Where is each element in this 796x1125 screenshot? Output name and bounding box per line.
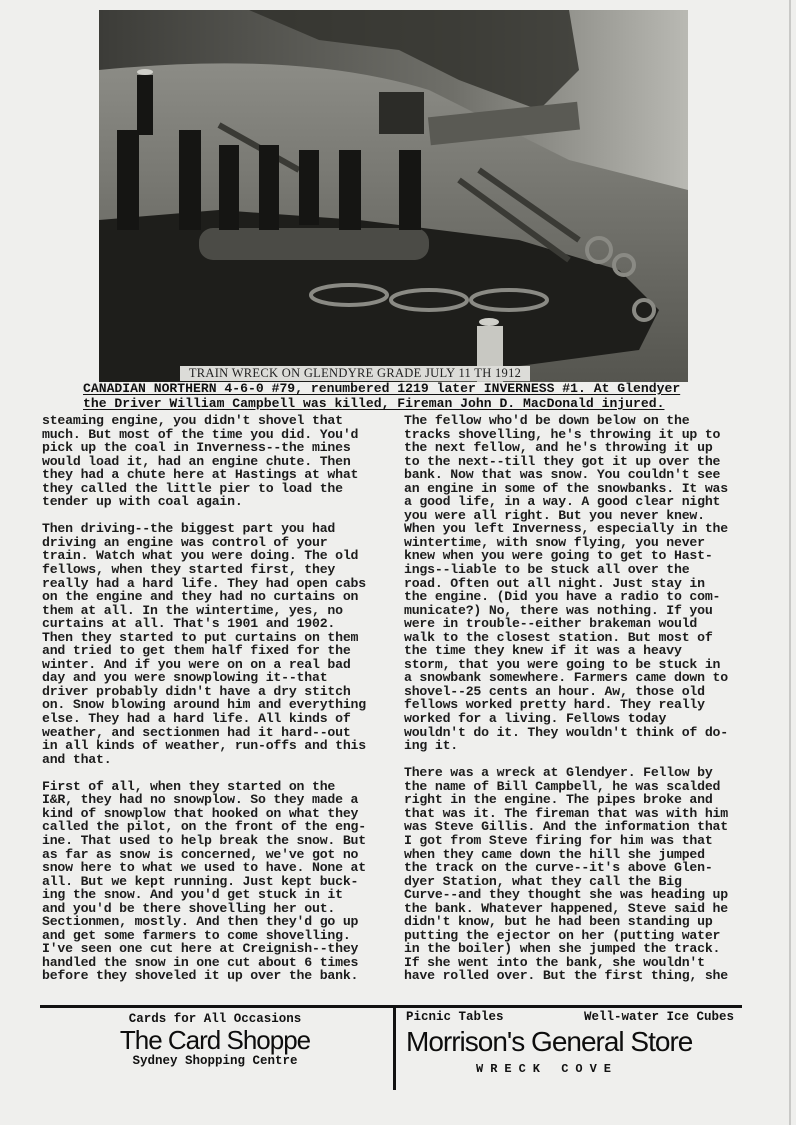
page-edge <box>789 0 791 1125</box>
photo-caption: TRAIN WRECK ON GLENDYRE GRADE JULY 11 TH 1912 <box>180 366 530 381</box>
right-column <box>404 414 774 983</box>
paragraph: steaming engine, you didn't shovel that much. But most of the time you did. You'd pick up the coal in Inverness--the mines would load it, had an engine chute. Then they had a chute here at Hastings at what they called the little pier to load the tender up with coal again. <box>42 413 359 510</box>
train-wreck-photo <box>99 10 688 382</box>
ad-store-name: The Card Shoppe <box>119 1025 311 1055</box>
ad-store-name: Morrison's General Store <box>406 1026 693 1057</box>
photo-image <box>99 10 688 382</box>
photo-boiler <box>199 228 429 260</box>
paragraph: First of all, when they started on the I&R, they had no snowplow. So they made a kind of snowplow that hooked on what they called the pilot, on the front of the eng- ine. That used to help break the snow. But as far as snow is concerned, we've got no snow here to what we used to have. None at all. But we kept running. Just kept buck- ing the snow. And you'd get stuck in it and you'd be there shovelling her out. Sectionmen, mostly. And then they'd go up and get some farmers to come shovelling. I've seen one cut here at Creignish--they handled the snow in one cut about 6 times before they shoveled it up over the bank. <box>42 778 366 984</box>
cutline-line-2: the Driver William Campbell was killed, Fireman John D. MacDonald injured. <box>83 396 665 411</box>
paragraph: The fellow who'd be down below on the tracks shovelling, he's throwing it up to the next fellow, and he's throwing it up to the next--till they got it up over the bank. Now that was snow. You couldn't see an engine in some of the snowbanks. It was a good life, in a way. A good clear night you were all right. But you never knew. When you left Inverness, especially in the wintertime, with snow flying, you never knew when you were going to get to Hast- ings--liable to be stuck all over the road. Often out all night. Just stay in the engine. (Did you have a radio to com- municate?) No, there was nothing. If you were in trouble--either brakeman would walk to the closest station. But most of the time they knew if it was a heavy storm, that you were going to be stuck in a snowbank somewhere. Farmers came down to shovel--25 cents an hour. Aw, those old fellows worked pretty hard. They really worked for a living. Fellows today wouldn't do it. They wouldn't think of do- ing it. <box>404 413 728 754</box>
cutline-line-1: CANADIAN NORTHERN 4-6-0 #79, renumbered 1219 later INVERNESS #1. At Glendyer <box>83 381 681 396</box>
paragraph: Then driving--the biggest part you had driving an engine was control of your train. Watch what you were doing. The old fellows, when they started first, they really had a hard life. They had open cabs on the engine and they had no curtains on them at all. In the wintertime, yes, no curtains at all. That's 1901 and 1902. Then they started to put curtains on them and tried to get them half fixed for the winter. And if you were on on a real bad day and you were snowplowing it--that driver probably didn't have a dry stitch on. Snow blowing around him and everything else. They had a hard life. All kinds of weather, and sectionmen had it hard--out in all kinds of weather, run-offs and this and that. <box>42 521 366 767</box>
ad-location: Sydney Shopping Centre <box>132 1054 298 1068</box>
paragraph: There was a wreck at Glendyer. Fellow by the name of Bill Campbell, he was scalded right in the engine. The pipes broke and that was it. The fireman that was with him was Steve Gillis. And the information that I got from Steve firing for him was that when they came down the hill she jumped the track on the curve--it's above Glen- dyer Station, what they call the Big Curve--and they thought she was heading up the bank. Whatever happened, Steve said he didn't know, but he had been standing up putting the ejector on her (putting water in the boiler) when she jumped the track. If she went into the bank, she wouldn't have rolled over. But the first thing, she <box>404 765 728 984</box>
photo-boxcar <box>379 92 424 134</box>
ad-location: WRECK COVE <box>476 1062 619 1076</box>
ad-offer-ice-cubes: Well-water Ice Cubes <box>583 1010 734 1024</box>
ad-divider-vertical <box>393 1006 396 1090</box>
ad-offer-picnic-tables: Picnic Tables <box>406 1010 504 1024</box>
card-shoppe-ad <box>60 1008 370 1068</box>
ad-offers <box>406 1010 746 1024</box>
morrisons-ad <box>406 1008 746 1076</box>
cutline <box>83 381 723 411</box>
ad-tagline: Cards for All Occasions <box>128 1012 302 1026</box>
left-column <box>42 414 392 983</box>
